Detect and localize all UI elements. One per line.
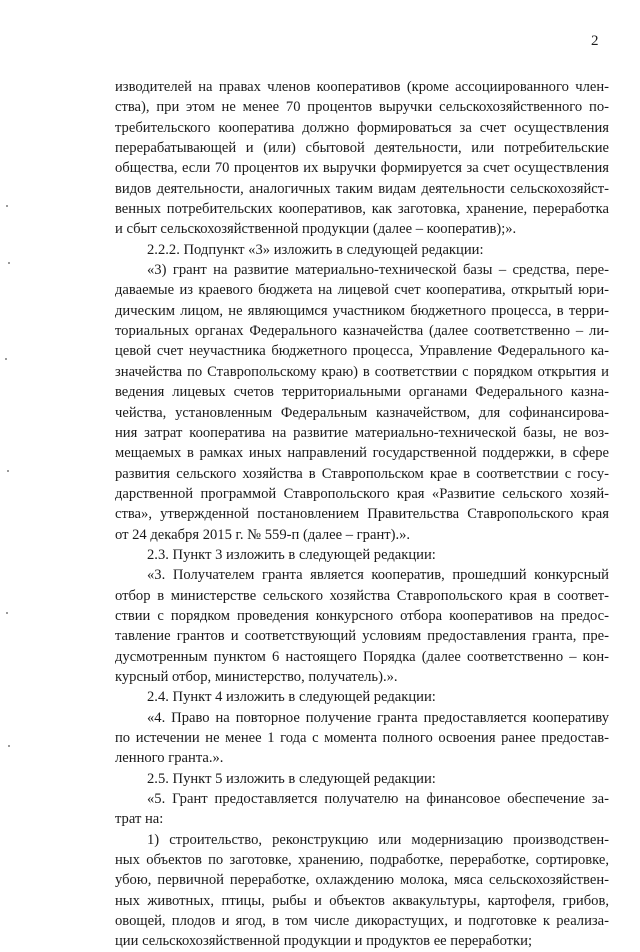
text-line: ведения лицевых счетов территориальными органами Федерального казна-	[115, 384, 609, 401]
text-line: видов деятельности, аналогичных таким видам деятельности сельскохозяйст-	[115, 180, 609, 197]
text-line: дусмотренным пунктом 6 настоящего Порядка (далее соответственно – кон-	[115, 648, 609, 665]
text-line: венных потребительских кооперативов, как заготовка, хранение, переработка	[115, 201, 609, 218]
text-line: ства», утвержденной постановлением Правительства Ставропольского края	[115, 506, 609, 523]
text-line: ствии с порядком проведения конкурсного отбора кооперативов на предос-	[115, 607, 609, 624]
text-line: развития сельского хозяйства в Ставропольском крае в соответствии с госу-	[115, 465, 609, 482]
text-line: общества, если 70 процентов их выручки формируется за счет осуществления	[115, 160, 609, 177]
text-line: трат на:	[115, 811, 164, 828]
section-heading: 2.5. Пункт 5 изложить в следующей редакции:	[147, 770, 436, 787]
text-line: ния затрат кооператива на развитие материально-технической базы, не воз-	[115, 424, 609, 441]
text-line: дическим лицом, не являющимся участником бюджетного процесса, в терри-	[115, 302, 609, 319]
text-line: ства), при этом не менее 70 процентов выручки сельскохозяйственного по-	[115, 99, 609, 116]
section-heading: 2.4. Пункт 4 изложить в следующей редакции:	[147, 689, 436, 706]
text-line: дарственной программой Ставропольского края «Развитие сельского хозяй-	[115, 485, 609, 502]
text-line: овощей, плодов и ягод, в том числе дикорастущих, и подготовке к реализа-	[115, 913, 609, 930]
text-line: перерабатывающей и (или) сбытовой деятельности, или потребительские	[115, 140, 609, 157]
text-line: и сбыт сельскохозяйственной продукции (далее – кооператив);».	[115, 221, 517, 238]
text-line: «3) грант на развитие материально-технической базы – средства, пере-	[147, 262, 609, 279]
text-line: отбор в министерстве сельского хозяйства Ставропольского края в соответ-	[115, 587, 609, 604]
section-heading: 2.2.2. Подпункт «3» изложить в следующей редакции:	[147, 241, 484, 258]
text-line: убою, первичной переработке, охлаждению молока, мяса сельскохозяйствен-	[115, 872, 609, 889]
text-line: мещаемых в рамках иных направлений государственной поддержки, в сфере	[115, 445, 609, 462]
text-line: от 24 декабря 2015 г. № 559-п (далее – грант).».	[115, 526, 411, 543]
text-line: цевой счет неучастника бюджетного процесса, Управление Федерального ка-	[115, 343, 609, 360]
text-line: ленного гранта.».	[115, 750, 224, 767]
page-number: 2	[591, 33, 599, 49]
text-line: требительского кооператива должно формироваться за счет осуществления	[115, 119, 609, 136]
text-line: курсный отбор, министерство, получатель).».	[115, 668, 398, 685]
text-line: значейства по Ставропольскому краю) в соответствии с порядком открытия и	[115, 363, 609, 380]
scan-artifact	[5, 358, 7, 360]
text-line: изводителей на правах членов кооперативов (кроме ассоциированного член-	[115, 79, 609, 95]
scan-artifact	[8, 745, 10, 747]
section-heading: 2.3. Пункт 3 изложить в следующей редакции:	[147, 546, 436, 563]
text-line: по истечении не менее 1 года с момента полного освоения ранее предостав-	[115, 730, 609, 746]
text-line: «3. Получателем гранта является кооператив, прошедший конкурсный	[147, 567, 609, 584]
text-line: «4. Право на повторное получение гранта предоставляется кооперативу	[147, 709, 609, 726]
text-line: ториальных органах Федерального казначейства (далее соответственно – ли-	[115, 323, 609, 340]
text-line: ных животных, птицы, рыбы и объектов аквакультуры, картофеля, грибов,	[115, 892, 609, 909]
scan-artifact	[7, 470, 9, 472]
scan-artifact	[6, 205, 8, 207]
document-body	[115, 77, 609, 952]
text-line: чейства, установленным Федеральным казначейством, для софинансирова-	[115, 404, 609, 421]
text-line: ции сельскохозяйственной продукции и продуктов ее переработки;	[115, 933, 533, 950]
text-line: «5. Грант предоставляется получателю на финансовое обеспечение за-	[147, 791, 609, 808]
scan-artifact	[6, 612, 8, 614]
text-line: даваемые из краевого бюджета на лицевой счет кооператива, открытый юри-	[115, 282, 609, 299]
scan-artifact	[8, 262, 10, 264]
text-line: 1) строительство, реконструкцию или модернизацию производствен-	[147, 831, 609, 848]
text-line: тавление грантов и соответствующий условиям предоставления гранта, пре-	[115, 628, 609, 645]
text-line: ных объектов по заготовке, хранению, подработке, переработке, сортировке,	[115, 852, 609, 869]
